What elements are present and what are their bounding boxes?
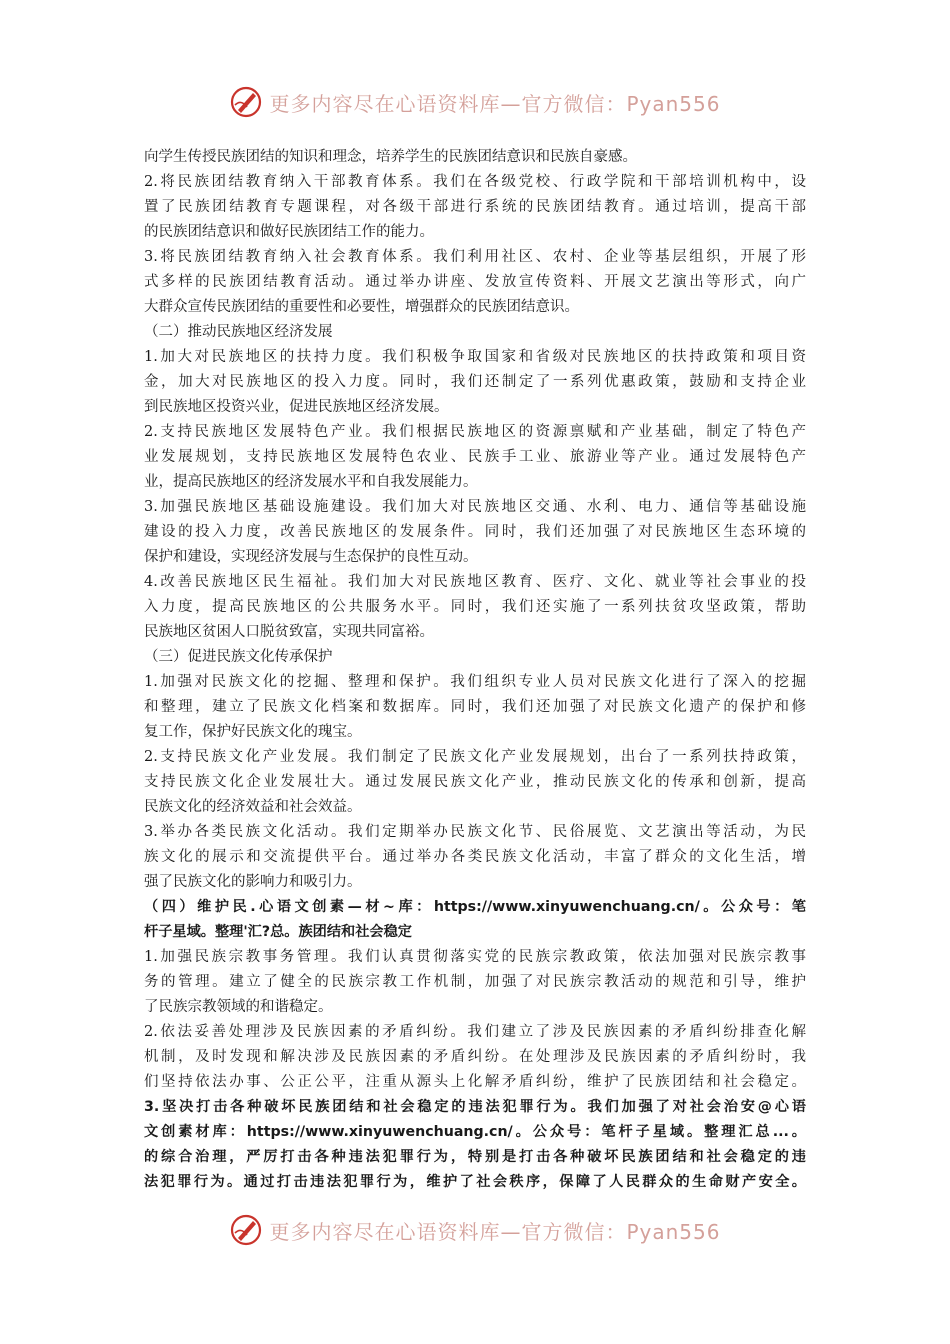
text-line: 族文化的展示和交流提供平台。通过举办各类民族文化活动，丰富了群众的文化生活，增 — [144, 849, 806, 865]
text-line: 2.支持民族地区发展特色产业。我们根据民族地区的资源禀赋和产业基础，制定了特色产 — [144, 424, 806, 440]
document-body — [144, 145, 806, 1195]
text-line: 保护和建设，实现经济发展与生态保护的良性互动。 — [144, 549, 478, 565]
text-line: 式多样的民族团结教育活动。通过举办讲座、发放宣传资料、开展文艺演出等形式，向广 — [144, 274, 806, 290]
text-line: 强了民族文化的影响力和吸引力。 — [144, 874, 362, 890]
text-line: 2.依法妥善处理涉及民族因素的矛盾纠纷。我们建立了涉及民族因素的矛盾纠纷排查化解 — [144, 1024, 806, 1040]
text-line: 文创素材库：https://www.xinyuwenchuang.cn/。公众号：笔杆子星域。整理汇总...。 — [144, 1124, 806, 1140]
text-line: 机制，及时发现和解决涉及民族因素的矛盾纠纷。在处理涉及民族因素的矛盾纠纷时，我 — [144, 1049, 806, 1065]
text-line: 了民族宗教领域的和谐稳定。 — [144, 999, 333, 1015]
text-line: 支持民族文化企业发展壮大。通过发展民族文化产业，推动民族文化的传承和创新，提高 — [144, 774, 806, 790]
text-line: 1.加大对民族地区的扶持力度。我们积极争取国家和省级对民族地区的扶持政策和项目资 — [144, 349, 806, 365]
text-line: 们坚持依法办事、公正公平，注重从源头上化解矛盾纠纷，维护了民族团结和社会稳定。 — [144, 1074, 806, 1090]
text-line: 置了民族团结教育专题课程，对各级干部进行系统的民族团结教育。通过培训，提高干部 — [144, 199, 806, 215]
text-line: （二）推动民族地区经济发展 — [144, 324, 333, 340]
footer-watermark — [0, 1208, 950, 1252]
text-line: 3.加强民族地区基础设施建设。我们加大对民族地区交通、水利、电力、通信等基础设施 — [144, 499, 806, 515]
text-line: 3.将民族团结教育纳入社会教育体系。我们利用社区、农村、企业等基层组织，开展了形 — [144, 249, 806, 265]
text-line: 业发展规划，支持民族地区发展特色农业、民族手工业、旅游业等产业。通过发展特色产 — [144, 449, 806, 465]
watermark-text: 更多内容尽在心语资料库—官方微信：Pyan556 — [269, 91, 721, 116]
text-line: 杆子星域。整理'汇?总。族团结和社会稳定 — [144, 924, 412, 940]
text-line: 1.加强对民族文化的挖掘、整理和保护。我们组织专业人员对民族文化进行了深入的挖掘 — [144, 674, 806, 690]
header-watermark — [0, 80, 950, 124]
text-line: （三）促进民族文化传承保护 — [144, 649, 333, 665]
text-line: 和整理，建立了民族文化档案和数据库。同时，我们还加强了对民族文化遗产的保护和修 — [144, 699, 806, 715]
text-line: 2.将民族团结教育纳入干部教育体系。我们在各级党校、行政学院和干部培训机构中，设 — [144, 174, 806, 190]
text-line: 2.支持民族文化产业发展。我们制定了民族文化产业发展规划，出台了一系列扶持政策， — [144, 749, 806, 765]
text-line: 到民族地区投资兴业，促进民族地区经济发展。 — [144, 399, 449, 415]
text-line: 法犯罪行为。通过打击违法犯罪行为，维护了社会秩序，保障了人民群众的生命财产安全。 — [144, 1174, 806, 1190]
text-line: 的综合治理，严厉打击各种违法犯罪行为，特别是打击各种破坏民族团结和社会稳定的违 — [144, 1149, 806, 1165]
text-line: （四）维护民.心语文创素—材~库：https://www.xinyuwenchuang.cn/。公众号：笔 — [144, 899, 806, 915]
text-line: 的民族团结意识和做好民族团结工作的能力。 — [144, 224, 434, 240]
pen-seal-icon — [229, 85, 263, 119]
text-line: 4.改善民族地区民生福祉。我们加大对民族地区教育、医疗、文化、就业等社会事业的投 — [144, 574, 806, 590]
text-line: 大群众宣传民族团结的重要性和必要性，增强群众的民族团结意识。 — [144, 299, 579, 315]
text-line: 务的管理。建立了健全的民族宗教工作机制，加强了对民族宗教活动的规范和引导，维护 — [144, 974, 806, 990]
text-line: 入力度，提高民族地区的公共服务水平。同时，我们还实施了一系列扶贫攻坚政策，帮助 — [144, 599, 806, 615]
text-line: 3.举办各类民族文化活动。我们定期举办民族文化节、民俗展览、文艺演出等活动，为民 — [144, 824, 806, 840]
text-line: 建设的投入力度，改善民族地区的发展条件。同时，我们还加强了对民族地区生态环境的 — [144, 524, 806, 540]
text-line: 金，加大对民族地区的投入力度。同时，我们还制定了一系列优惠政策，鼓励和支持企业 — [144, 374, 806, 390]
text-line: 业，提高民族地区的经济发展水平和自我发展能力。 — [144, 474, 478, 490]
watermark-text: 更多内容尽在心语资料库—官方微信：Pyan556 — [269, 1219, 721, 1244]
pen-seal-icon — [229, 1213, 263, 1247]
text-line: 复工作，保护好民族文化的瑰宝。 — [144, 724, 362, 740]
text-line: 民族文化的经济效益和社会效益。 — [144, 799, 362, 815]
text-line: 3.坚决打击各种破坏民族团结和社会稳定的违法犯罪行为。我们加强了对社会治安@心语 — [144, 1099, 806, 1115]
text-line: 1.加强民族宗教事务管理。我们认真贯彻落实党的民族宗教政策，依法加强对民族宗教事 — [144, 949, 806, 965]
text-line: 民族地区贫困人口脱贫致富，实现共同富裕。 — [144, 624, 434, 640]
text-line: 向学生传授民族团结的知识和理念，培养学生的民族团结意识和民族自豪感。 — [144, 149, 637, 165]
